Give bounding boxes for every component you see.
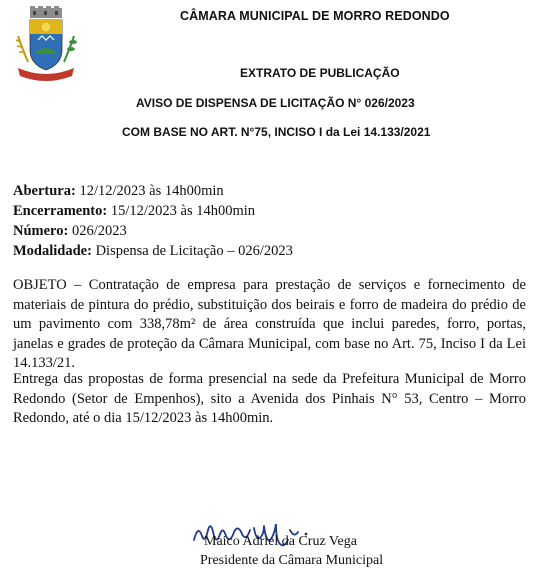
field-label: Abertura: xyxy=(13,183,76,199)
notice-fields xyxy=(13,181,293,261)
coat-of-arms-icon xyxy=(12,6,80,90)
field-value: Dispensa de Licitação – 026/2023 xyxy=(95,243,293,259)
field-label: Encerramento: xyxy=(13,203,108,219)
organization-name: CÂMARA MUNICIPAL DE MORRO REDONDO xyxy=(180,9,450,23)
field-value: 15/12/2023 às 14h00min xyxy=(110,203,256,219)
field-row-encerramento xyxy=(13,201,293,221)
signature-block xyxy=(150,510,410,575)
entrega-paragraph: Entrega das propostas de forma presencial na sede da Prefeitura Municipal de Morro Redondo (Setor de Empenhos), sito a Avenida dos Pinhais N° 53, Centro – Morro Redondo, até o dia 15/12/2023 às 14h00min. xyxy=(13,371,526,426)
field-row-numero xyxy=(13,221,293,241)
field-label: Número: xyxy=(13,223,69,239)
signatory-name: Maico Adriel da Cruz Vega xyxy=(204,534,357,549)
field-value: 026/2023 xyxy=(71,223,127,239)
field-row-modalidade xyxy=(13,241,293,261)
legal-basis: COM BASE NO ART. N°75, INCISO I da Lei 14.133/2021 xyxy=(122,125,431,139)
signatory-title: Presidente da Câmara Municipal xyxy=(200,553,384,568)
document-type: EXTRATO DE PUBLICAÇÃO xyxy=(240,66,400,80)
field-row-abertura xyxy=(13,181,293,201)
field-value: 12/12/2023 às 14h00min xyxy=(79,183,224,199)
field-label: Modalidade: xyxy=(13,243,92,259)
objeto-paragraph: OBJETO – Contratação de empresa para prestação de serviços e fornecimento de materiais de pintura do prédio, substituição dos beirais e forro de madeira do prédio de um pavimento com 338,78m² de área construída que inclui paredes, forro, portas, janelas e grades de proteção da Câmara Municipal, com base no Art. 75, Inciso I da Lei 14.133/21. xyxy=(13,277,526,371)
notice-title: AVISO DE DISPENSA DE LICITAÇÃO N° 026/2023 xyxy=(136,96,415,110)
